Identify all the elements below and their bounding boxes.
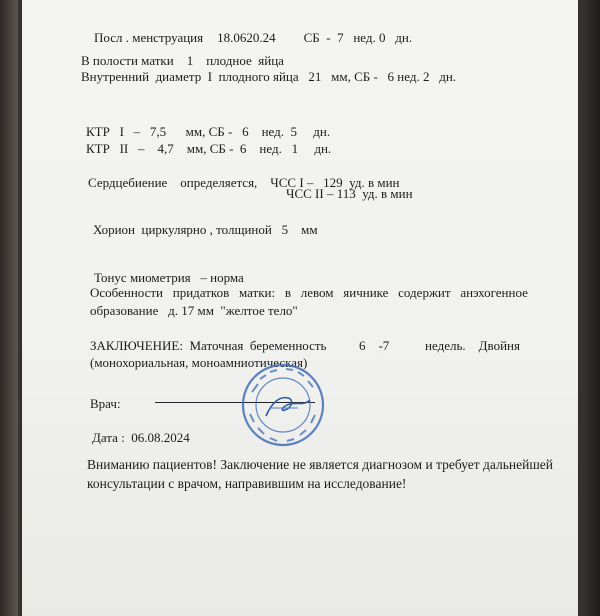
conclusion-line-2: (монохориальная, моноамниотическая) [90,355,308,370]
ultrasound-report-sheet [22,0,578,616]
heartbeat-line-2: ЧСС II – 113 уд. в мин [286,186,413,201]
menstruation-label: Посл . менструация [94,30,204,45]
notice-line-2: консультации с врачом, направившим на исследование! [87,476,407,491]
appendages-line-2: образование д. 17 мм "желтое тело" [90,303,298,318]
doctor-round-stamp-icon [240,362,326,448]
ktr-1-line: КТР I – 7,5 мм, СБ - 6 нед. 5 дн. [86,124,331,139]
inner-diameter-line: Внутренний диаметр I плодного яйца 21 мм, СБ - 6 нед. 2 дн. [81,69,457,84]
uterus-cavity-line: В полости матки 1 плодное яйца [81,53,284,68]
chorion-line: Хорион циркулярно , толщиной 5 мм [93,222,318,237]
heartbeat-line-1: Сердцебиение определяется, ЧСС I – 129 уд. в мин [88,175,400,190]
menstruation-term: СБ - 7 нед. 0 дн. [303,30,413,45]
notice-line-1: Вниманию пациентов! Заключение не является диагнозом и требует дальнейшей [87,457,553,472]
background-left-edge [0,0,18,616]
appendages-line-1: Особенности придатков матки: в левом яичнике содержит анэхогенное [90,285,528,300]
doctor-label: Врач: [90,396,121,411]
conclusion-line-1: ЗАКЛЮЧЕНИЕ: Маточная беременность 6 -7 недель. Двойня [90,338,520,353]
date-line: Дата : 06.08.2024 [92,430,190,445]
myometrium-tone-line: Тонус миометрия – норма [94,270,244,285]
ktr-2-line: КТР II – 4,7 мм, СБ - 6 нед. 1 дн. [86,141,332,156]
menstruation-date: 18.0620.24 [217,30,276,45]
